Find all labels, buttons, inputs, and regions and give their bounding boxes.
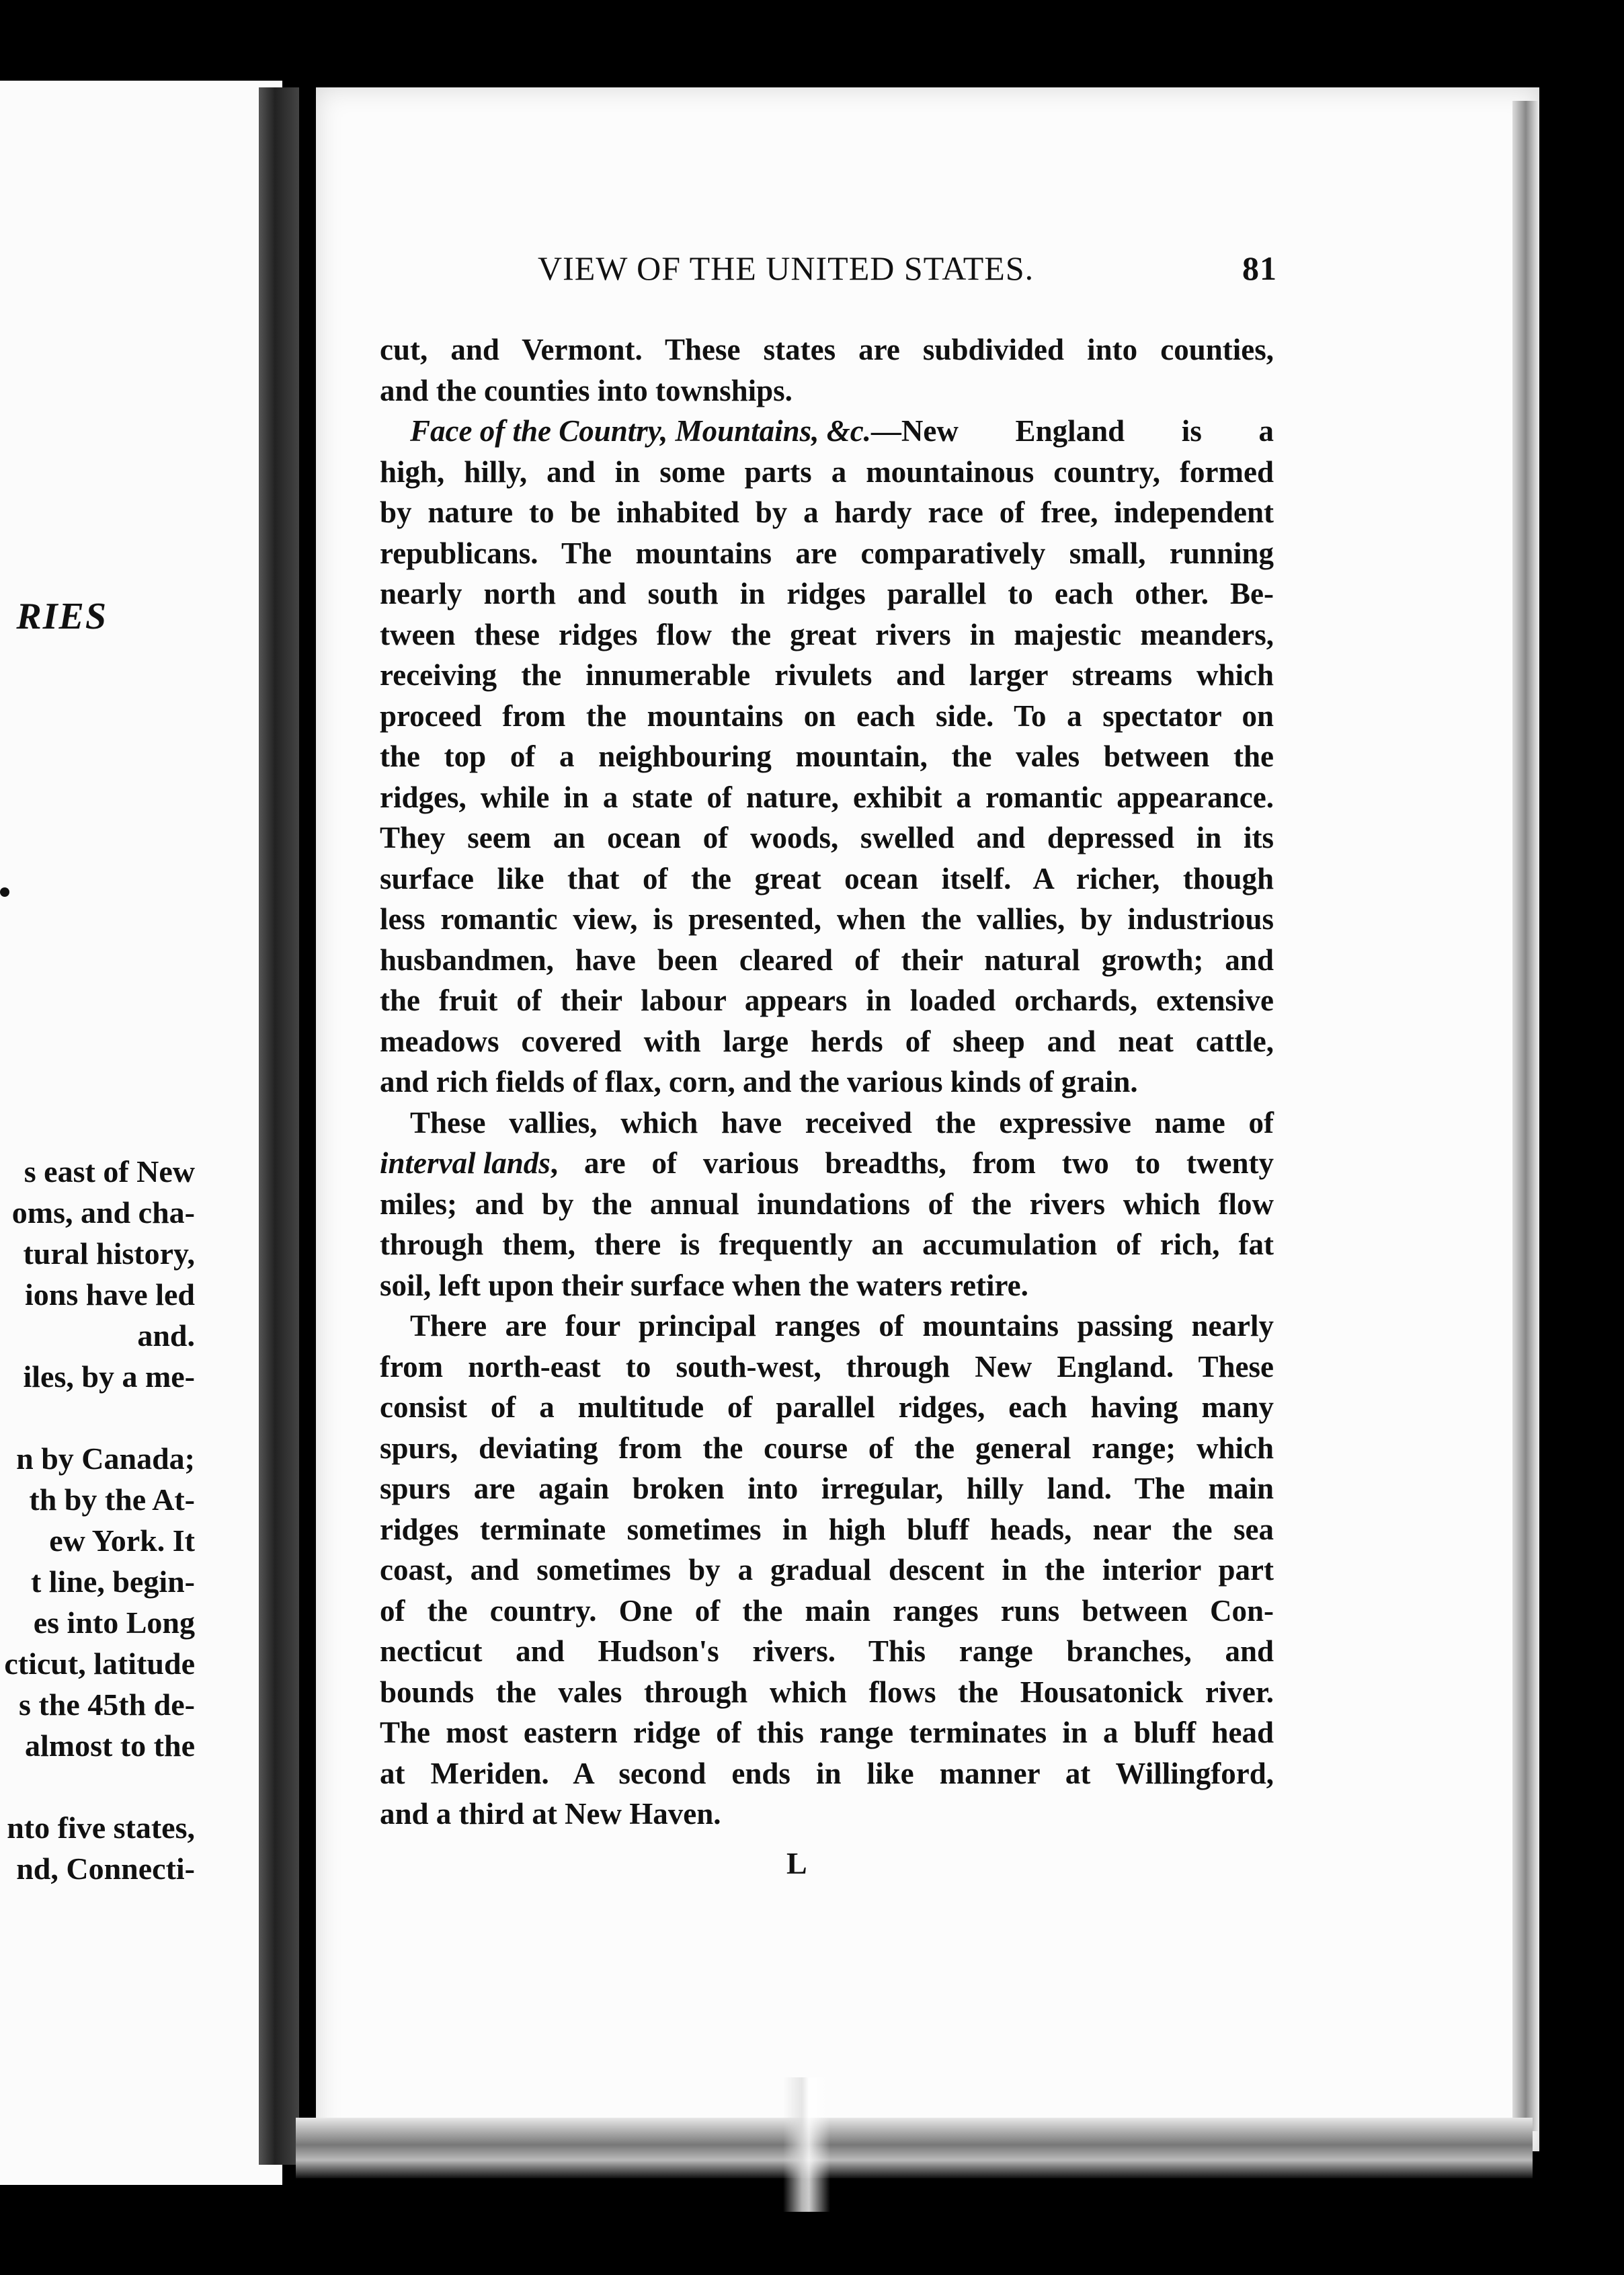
text-line: and a third at New Haven. [380, 1797, 721, 1831]
text-line: of the country. One of the main ranges runs between Con- [380, 1593, 1274, 1628]
text-line-with-italic [380, 1143, 1274, 1184]
left-line: almost to the [25, 1728, 195, 1763]
text-continuation: , are of various breadths, from two to twenty [550, 1146, 1274, 1180]
text-line: coast, and sometimes by a gradual descent in the interior part [380, 1553, 1274, 1587]
text-line: There are four principal ranges of mountains passing nearly [410, 1309, 1274, 1343]
left-line: ew York. It [49, 1523, 195, 1558]
text-line: husbandmen, have been cleared of their natural growth; and [380, 943, 1274, 977]
text-line: spurs are again broken into irregular, hilly land. The main [380, 1472, 1274, 1505]
text-line: meadows covered with large herds of sheep and neat cattle, [380, 1024, 1274, 1058]
left-line-gap [0, 1397, 195, 1438]
text-line: by nature to be inhabited by a hardy race of free, independent [380, 495, 1274, 529]
left-line-gap [0, 1766, 195, 1807]
left-line: n by Canada; [16, 1441, 195, 1476]
text-line: and the counties into townships. [380, 373, 793, 407]
left-line: t line, begin- [30, 1564, 195, 1599]
text-line: ridges terminate sometimes in high bluff heads, near the sea [380, 1512, 1274, 1546]
left-page-bullet [0, 887, 9, 897]
text-line: consist of a multitude of parallel ridges, each having many [380, 1390, 1274, 1424]
page-bottom-edge [296, 2118, 1533, 2178]
paper-tab-mark [783, 2077, 830, 2212]
text-line: necticut and Hudson's rivers. This range branches, and [380, 1634, 1274, 1668]
left-line: iles, by a me- [23, 1359, 195, 1394]
left-line: oms, and cha- [11, 1195, 195, 1230]
text-line: republicans. The mountains are comparatively small, running [380, 536, 1274, 570]
text-line: through them, there is frequently an accumulation of rich, fat [380, 1228, 1274, 1261]
left-line: es into Long [33, 1605, 195, 1640]
text-line: soil, left upon their surface when the waters retire. [380, 1268, 1028, 1302]
page-header [538, 249, 1277, 296]
left-line: s east of New [24, 1154, 195, 1189]
text-line: bounds the vales through which flows the Housatonick river. [380, 1675, 1274, 1709]
text-line: surface like that of the great ocean itself. A richer, though [380, 861, 1274, 895]
page-edge-shadow [1512, 101, 1539, 2131]
left-line: nto five states, [7, 1810, 195, 1845]
text-line: high, hilly, and in some parts a mountainous country, formed [380, 454, 1274, 489]
text-line: spurs, deviating from the course of the general range; which [380, 1431, 1274, 1465]
book-gutter [259, 87, 299, 2165]
text-line: nearly north and south in ridges parallel to each other. Be- [380, 577, 1274, 610]
left-line: ions have led [24, 1277, 195, 1312]
left-line: tural history, [23, 1236, 195, 1271]
text-line: the fruit of their labour appears in loaded orchards, extensive [380, 984, 1274, 1017]
section-heading: Face of the Country, Mountains, &c. [410, 414, 871, 448]
italic-term: interval lands [380, 1146, 551, 1180]
left-line: s the 45th de- [19, 1687, 195, 1722]
text-line: These vallies, which have received the expressive name of [410, 1105, 1274, 1140]
text-line: the top of a neighbouring mountain, the vales between the [380, 740, 1274, 773]
left-page-heading-fragment: RIES [16, 596, 108, 637]
text-line: cut, and Vermont. These states are subdivided into counties, [380, 333, 1274, 366]
text-line: They seem an ocean of woods, swelled and depressed in its [380, 821, 1274, 854]
page-number: 81 [1242, 249, 1277, 287]
text-line: miles; and by the annual inundations of the rivers which flow [380, 1187, 1274, 1221]
text-line: ridges, while in a state of nature, exhibit a romantic appearance. [380, 780, 1274, 814]
text-line: proceed from the mountains on each side. To a spectator on [380, 699, 1274, 733]
left-line: th by the At- [29, 1482, 195, 1517]
signature-mark: L [786, 1846, 807, 1880]
left-page [0, 81, 282, 2185]
text-line: The most eastern ridge of this range terminates in a bluff head [380, 1716, 1274, 1749]
text-line: tween these ridges flow the great rivers in majestic meanders, [380, 617, 1274, 651]
left-line: and. [137, 1318, 195, 1353]
left-page-text [0, 1151, 195, 1889]
left-line: cticut, latitude [4, 1646, 195, 1681]
section-heading-continuation: —New England is a [870, 414, 1274, 448]
left-line: nd, Connecti- [16, 1851, 195, 1886]
running-head: VIEW OF THE UNITED STATES. [538, 249, 1034, 287]
text-line: less romantic view, is presented, when the vallies, by industrious [380, 902, 1274, 936]
text-line: at Meriden. A second ends in like manner at Willingford, [380, 1756, 1274, 1790]
text-line: receiving the innumerable rivulets and larger streams which [380, 658, 1274, 692]
text-line: and rich fields of flax, corn, and the various kinds of grain. [380, 1065, 1138, 1099]
text-line-section-heading [380, 411, 1274, 452]
page-body-text [380, 329, 1274, 1835]
text-line: from north-east to south-west, through New England. These [380, 1349, 1274, 1384]
